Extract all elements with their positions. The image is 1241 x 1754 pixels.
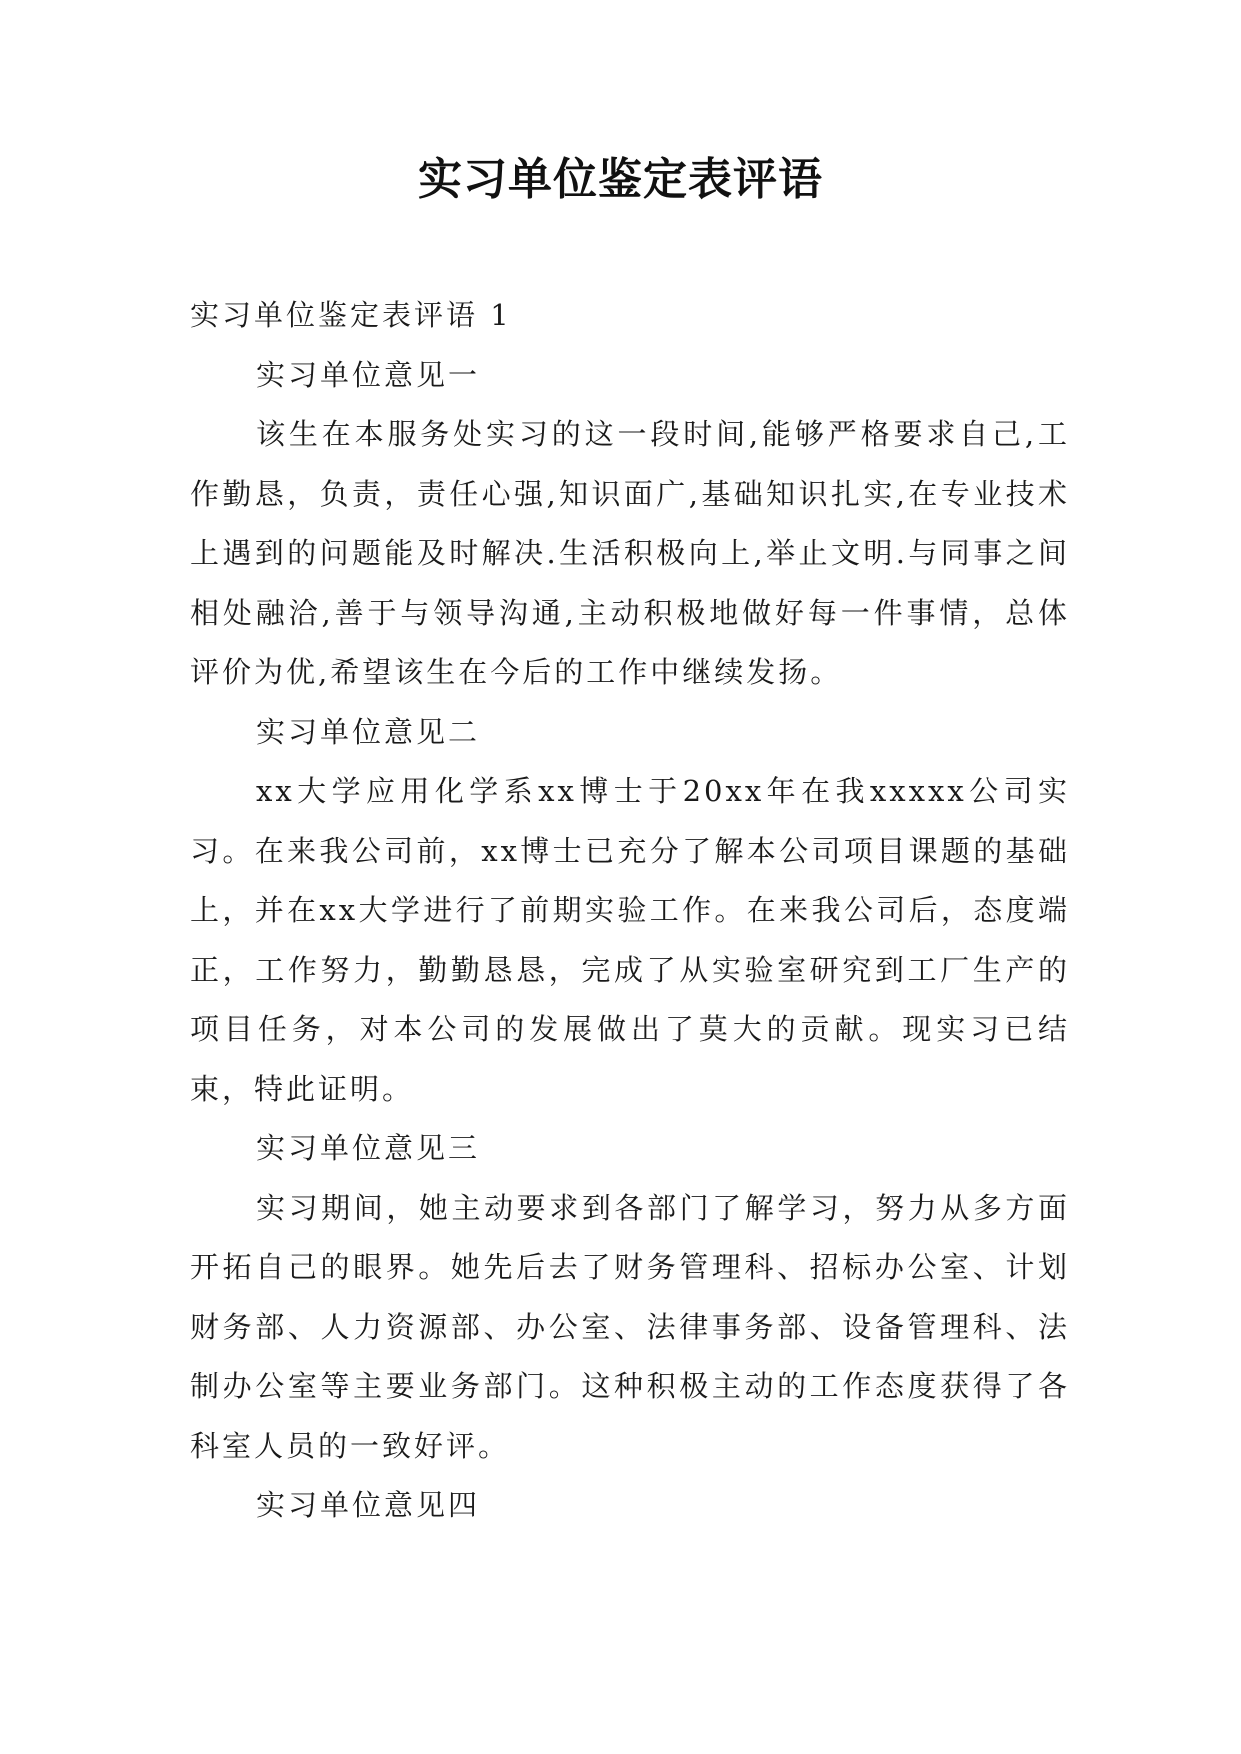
opinion-paragraph-1: 该生在本服务处实习的这一段时间,能够严格要求自己,工作勤恳，负责，责任心强,知识面广,基础知识扎实,在专业技术上遇到的问题能及时解决.生活积极向上,举止文明.与同事之间相处融洽,善于与领导沟通,主动积极地做好每一件事情，总体评价为优,希望该生在今后的工作中继续发扬。 (190, 417, 1070, 689)
opinion-heading-1: 实习单位意见一 (256, 357, 481, 392)
document-body (190, 286, 1070, 1536)
opinion-heading-3: 实习单位意见三 (256, 1131, 481, 1165)
opinion-heading-4: 实习单位意见四 (256, 1488, 481, 1522)
section-title: 实习单位鉴定表评语 1 (190, 298, 512, 332)
document-title: 实习单位鉴定表评语 (418, 154, 823, 205)
opinion-heading-2: 实习单位意见二 (256, 714, 481, 749)
opinion-paragraph-3: 实习期间，她主动要求到各部门了解学习，努力从多方面开拓自己的眼界。她先后去了财务管理科、招标办公室、计划财务部、人力资源部、办公室、法律事务部、设备管理科、法制办公室等主要业务部门。这种积极主动的工作态度获得了各科室人员的一致好评。 (190, 1190, 1070, 1463)
opinion-paragraph-2: xx大学应用化学系xx博士于20xx年在我xxxxx公司实习。在来我公司前，xx博士已充分了解本公司项目课题的基础上，并在xx大学进行了前期实验工作。在来我公司后，态度端正，工作努力，勤勤恳恳，完成了从实验室研究到工厂生产的项目任务，对本公司的发展做出了莫大的贡献。现实习已结束，特此证明。 (190, 774, 1070, 1106)
